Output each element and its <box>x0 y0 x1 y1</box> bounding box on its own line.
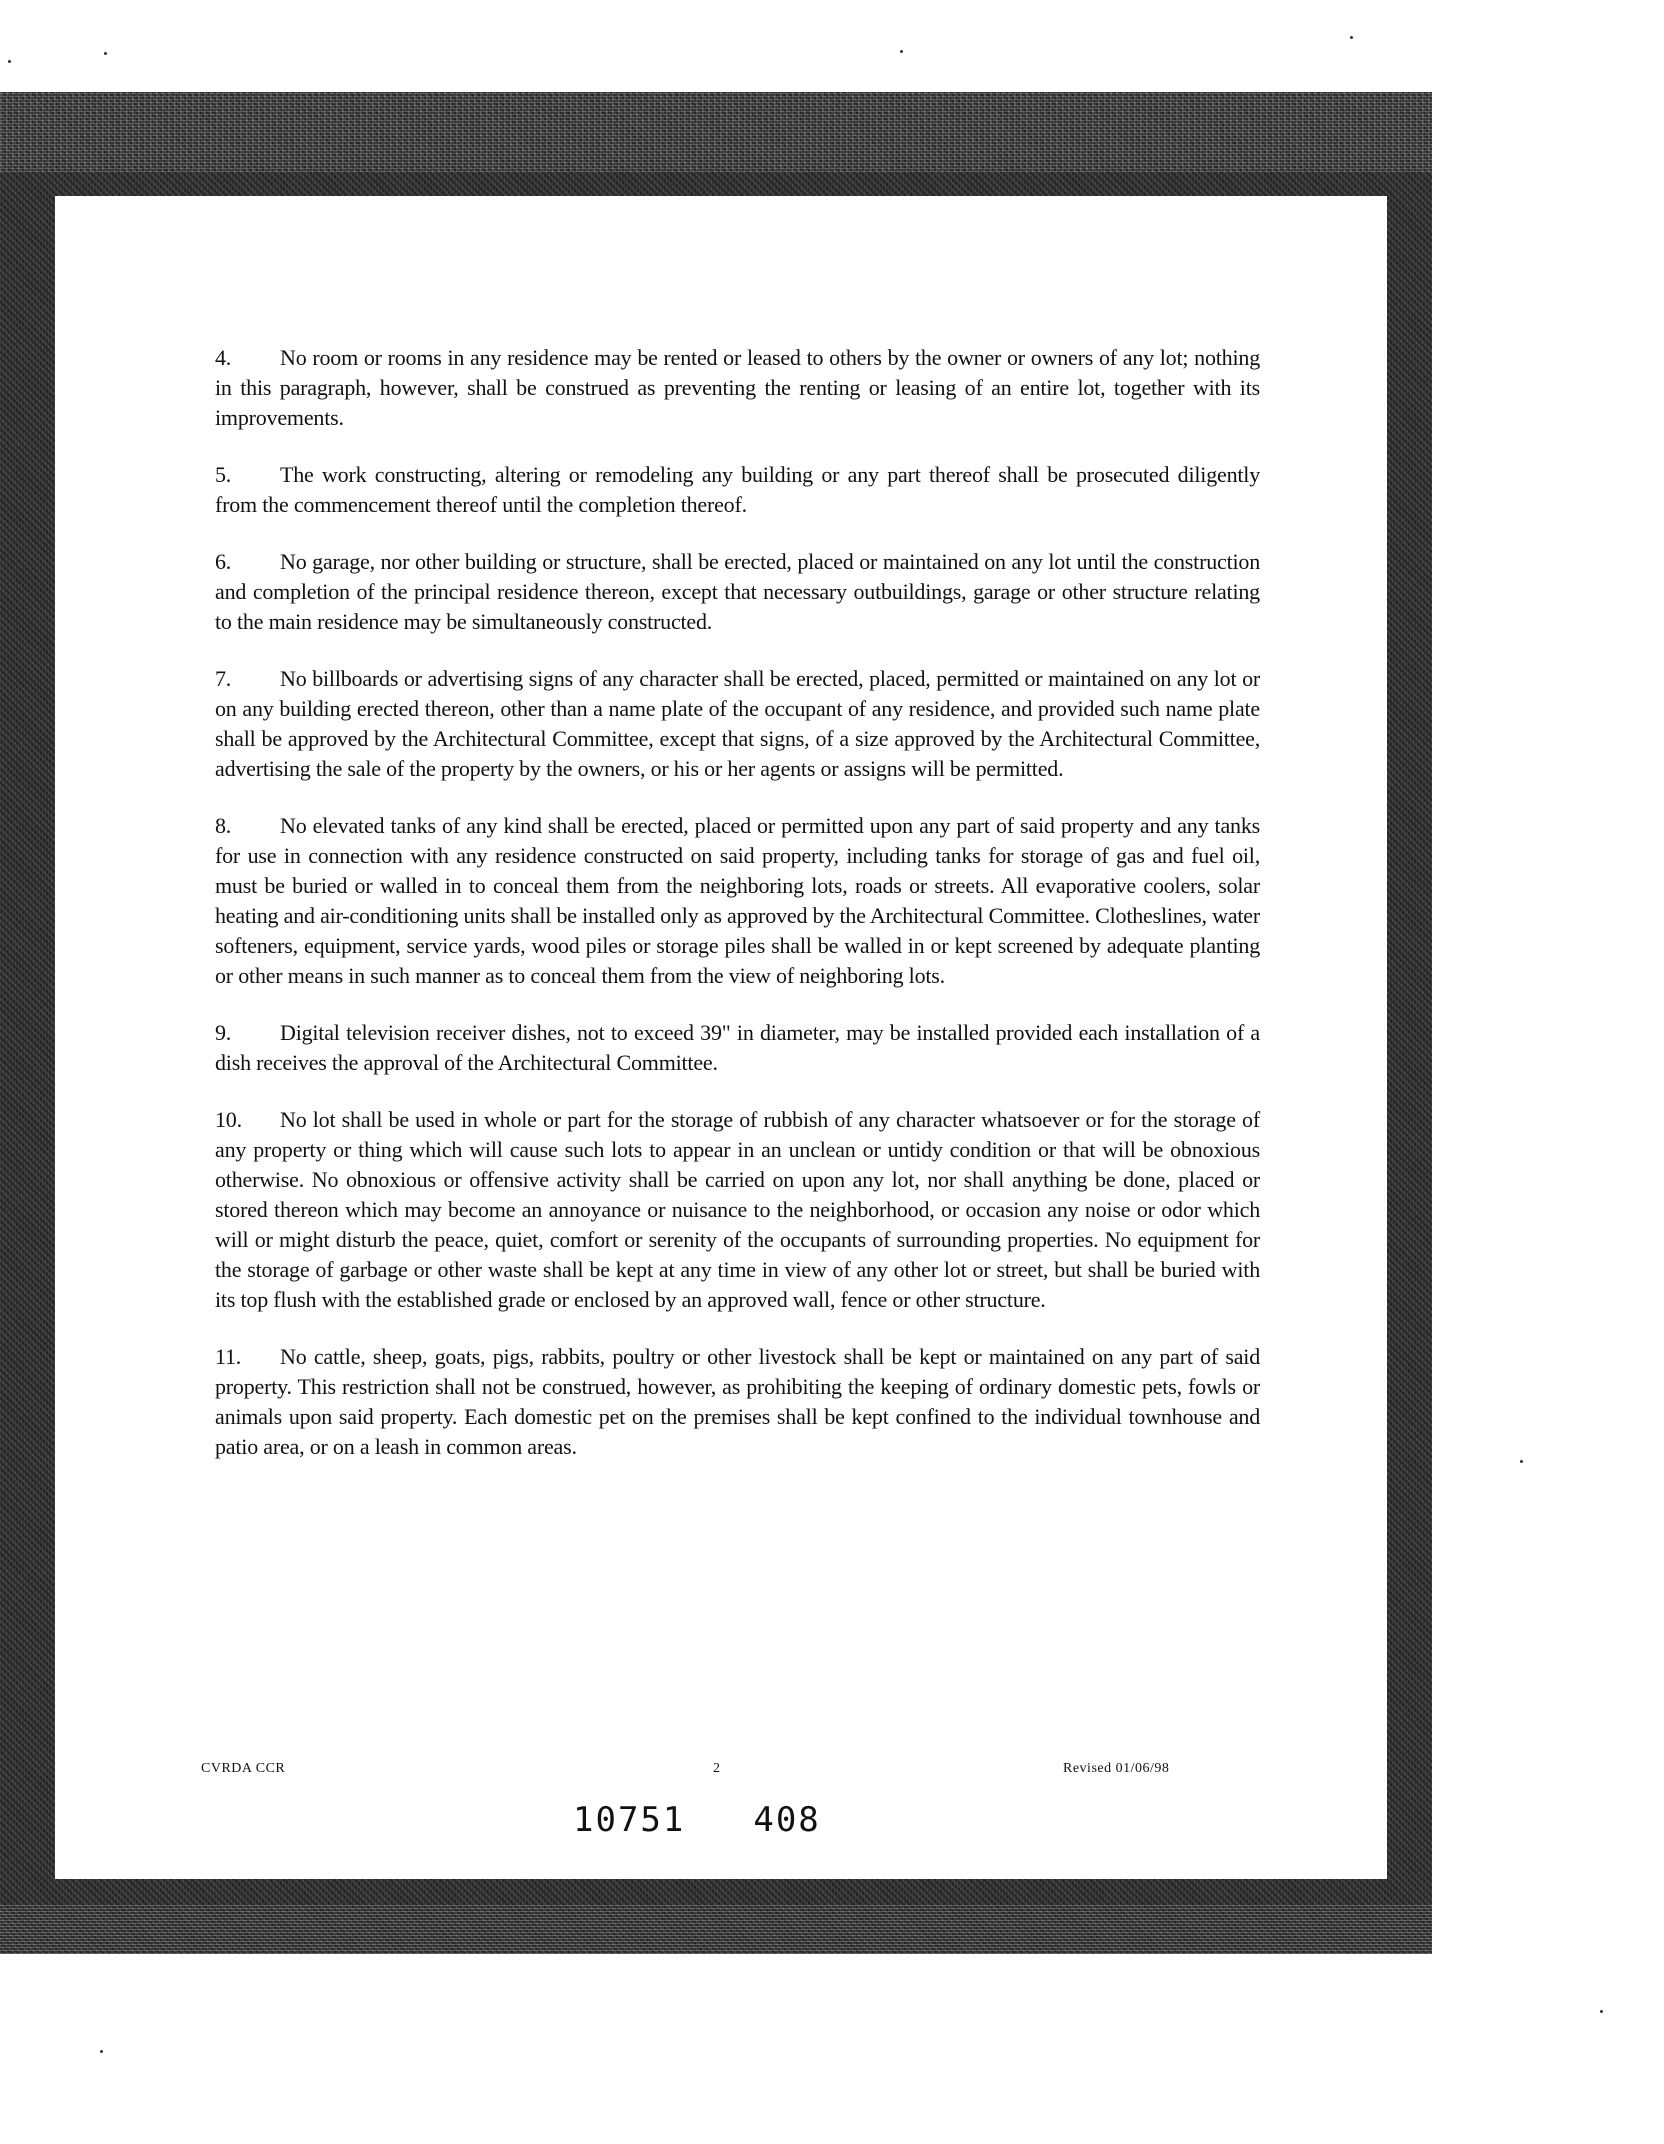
clause-number: 6. <box>215 549 232 574</box>
scan-speck <box>100 2050 103 2053</box>
recording-page-number: 408 <box>753 1800 821 1840</box>
clause-number: 4. <box>215 345 232 370</box>
clause-10 <box>215 1105 1260 1315</box>
clause-6 <box>215 547 1260 637</box>
clause-number: 8. <box>215 813 232 838</box>
scan-speck <box>1520 1460 1523 1463</box>
document-body <box>215 343 1260 1489</box>
clause-4 <box>215 343 1260 433</box>
clause-number: 9. <box>215 1020 232 1045</box>
clause-number: 11. <box>215 1344 242 1369</box>
clause-text: No cattle, sheep, goats, pigs, rabbits, poultry or other livestock shall be kept or maintained on any part of said property. This restriction shall not be construed, however, as prohibiting the keeping of ordinary domestic pets, fowls or animals upon said property. Each domestic pet on the premises shall be kept confined to the individual townhouse and patio area, or on a leash in common areas. <box>215 1344 1260 1459</box>
clause-text: No garage, nor other building or structure, shall be erected, placed or maintained on any lot until the construction and completion of the principal residence thereon, except that necessary outbuildings, garage or other structure relating to the main residence may be simultaneously constructed. <box>215 549 1260 634</box>
scan-speck <box>1600 2010 1603 2013</box>
recording-book-number: 10751 <box>573 1800 686 1840</box>
clause-text: No room or rooms in any residence may be rented or leased to others by the owner or owners of any lot; nothing in this paragraph, however, shall be construed as preventing the renting or leasing of an entire lot, together with its improvements. <box>215 345 1260 430</box>
footer-page-number: 2 <box>713 1761 721 1776</box>
footer-revision-date: Revised 01/06/98 <box>1063 1761 1170 1776</box>
clause-9 <box>215 1018 1260 1078</box>
scan-speck <box>1350 36 1353 39</box>
clause-7 <box>215 664 1260 784</box>
clause-11 <box>215 1342 1260 1462</box>
clause-text: The work constructing, altering or remodeling any building or any part thereof shall be prosecuted diligently from the commencement thereof until the completion thereof. <box>215 462 1260 517</box>
scan-speck <box>104 52 107 55</box>
clause-number: 5. <box>215 462 232 487</box>
clause-text: No lot shall be used in whole or part for the storage of rubbish of any character whatsoever or for the storage of any property or thing which will cause such lots to appear in an unclean or untidy condition or that will be obnoxious otherwise. No obnoxious or offensive activity shall be carried on upon any lot, nor shall anything be done, placed or stored thereon which may become an annoyance or nuisance to the neighborhood, or occasion any noise or odor which will or might disturb the peace, quiet, comfort or serenity of the occupants of surrounding properties. No equipment for the storage of garbage or other waste shall be kept at any time in view of any other lot or street, but shall be buried with its top flush with the established grade or enclosed by an approved wall, fence or other structure. <box>215 1107 1260 1312</box>
clause-5 <box>215 460 1260 520</box>
footer-document-code: CVRDA CCR <box>201 1761 286 1776</box>
clause-text: No billboards or advertising signs of any character shall be erected, placed, permitted or maintained on any lot or on any building erected thereon, other than a name plate of the occupant of any residence, and provided such name plate shall be approved by the Architectural Committee, except that signs, of a size approved by the Architectural Committee, advertising the sale of the property by the owners, or his or her agents or assigns will be permitted. <box>215 666 1260 781</box>
clause-8 <box>215 811 1260 991</box>
document-page <box>55 196 1387 1879</box>
clause-text: No elevated tanks of any kind shall be erected, placed or permitted upon any part of said property and any tanks for use in connection with any residence constructed on said property, including tanks for storage of gas and fuel oil, must be buried or walled in to conceal them from the neighboring lots, roads or streets. All evaporative coolers, solar heating and air-conditioning units shall be installed only as approved by the Architectural Committee. Clotheslines, water softeners, equipment, service yards, wood piles or storage piles shall be walled in or kept screened by adequate planting or other means in such manner as to conceal them from the view of neighboring lots. <box>215 813 1260 988</box>
scan-speck <box>900 50 903 53</box>
clause-number: 10. <box>215 1107 242 1132</box>
clause-number: 7. <box>215 666 232 691</box>
clause-text: Digital television receiver dishes, not to exceed 39" in diameter, may be installed provided each installation of a dish receives the approval of the Architectural Committee. <box>215 1020 1260 1075</box>
recording-stamp <box>573 1800 821 1840</box>
scan-speck <box>8 60 11 63</box>
